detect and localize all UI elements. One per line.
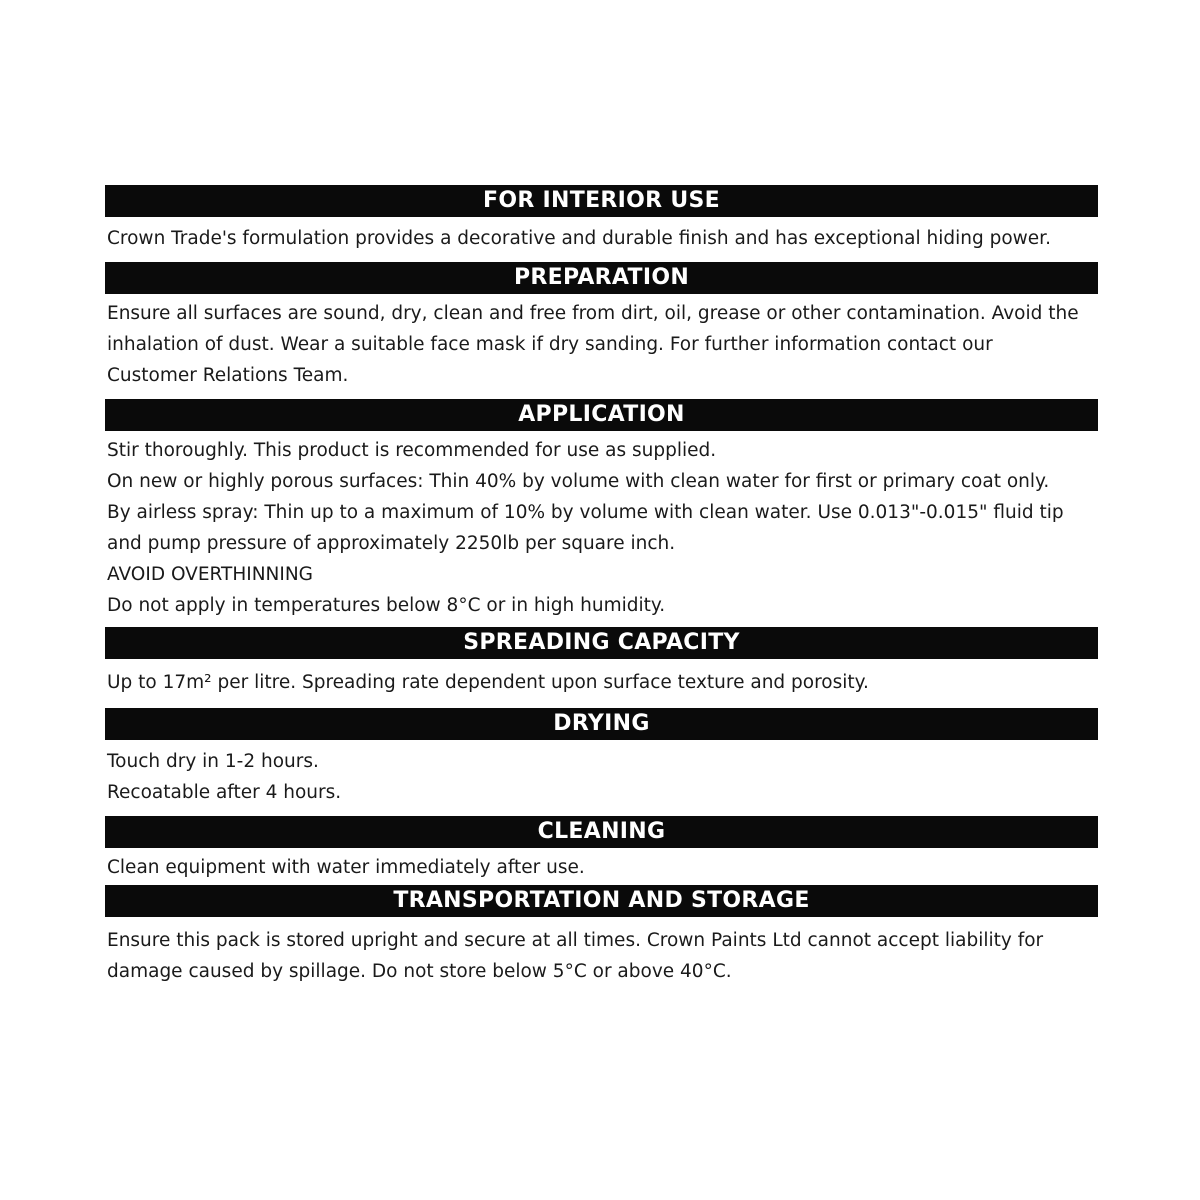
section-text [105, 667, 1098, 698]
section-transportation-storage [105, 885, 1098, 987]
text-line: Stir thoroughly. This product is recommended for use as supplied. [107, 440, 717, 461]
section-heading: DRYING [105, 708, 1098, 740]
text-line: Do not apply in temperatures below 8°C or in high humidity. [107, 595, 666, 616]
text-line: Up to 17m² per litre. Spreading rate dependent upon surface texture and porosity. [107, 672, 869, 693]
section-application [105, 399, 1098, 621]
text-line: Ensure all surfaces are sound, dry, clean and free from dirt, oil, grease or other contamination. Avoid the [107, 303, 1079, 324]
text-line: Recoatable after 4 hours. [107, 782, 342, 803]
section-heading: SPREADING CAPACITY [105, 627, 1098, 659]
section-heading: PREPARATION [105, 262, 1098, 294]
section-cleaning [105, 816, 1098, 883]
text-line: and pump pressure of approximately 2250lb per square inch. [107, 533, 676, 554]
text-line: Customer Relations Team. [107, 365, 349, 386]
text-line: Touch dry in 1-2 hours. [107, 751, 319, 772]
text-line: inhalation of dust. Wear a suitable face mask if dry sanding. For further information contact our [107, 334, 993, 355]
text-line: On new or highly porous surfaces: Thin 40% by volume with clean water for first or primary coat only. [107, 471, 1050, 492]
product-label [105, 185, 1098, 987]
section-heading: TRANSPORTATION AND STORAGE [105, 885, 1098, 917]
section-interior-use [105, 185, 1098, 254]
section-text [105, 223, 1098, 254]
section-text [105, 746, 1098, 808]
section-text [105, 435, 1098, 621]
section-drying [105, 708, 1098, 808]
text-line: AVOID OVERTHINNING [107, 564, 314, 585]
section-text [105, 925, 1098, 987]
section-text [105, 298, 1098, 391]
section-text [105, 852, 1098, 883]
text-line: damage caused by spillage. Do not store below 5°C or above 40°C. [107, 961, 732, 982]
section-heading: CLEANING [105, 816, 1098, 848]
section-spreading-capacity [105, 627, 1098, 698]
text-line: Crown Trade's formulation provides a decorative and durable finish and has exceptional hiding power. [107, 228, 1051, 249]
text-line: Ensure this pack is stored upright and secure at all times. Crown Paints Ltd cannot accept liability for [107, 930, 1044, 951]
section-preparation [105, 262, 1098, 391]
section-heading: APPLICATION [105, 399, 1098, 431]
text-line: By airless spray: Thin up to a maximum of 10% by volume with clean water. Use 0.013"-0.015" fluid tip [107, 502, 1064, 523]
section-heading: FOR INTERIOR USE [105, 185, 1098, 217]
text-line: Clean equipment with water immediately after use. [107, 857, 585, 878]
